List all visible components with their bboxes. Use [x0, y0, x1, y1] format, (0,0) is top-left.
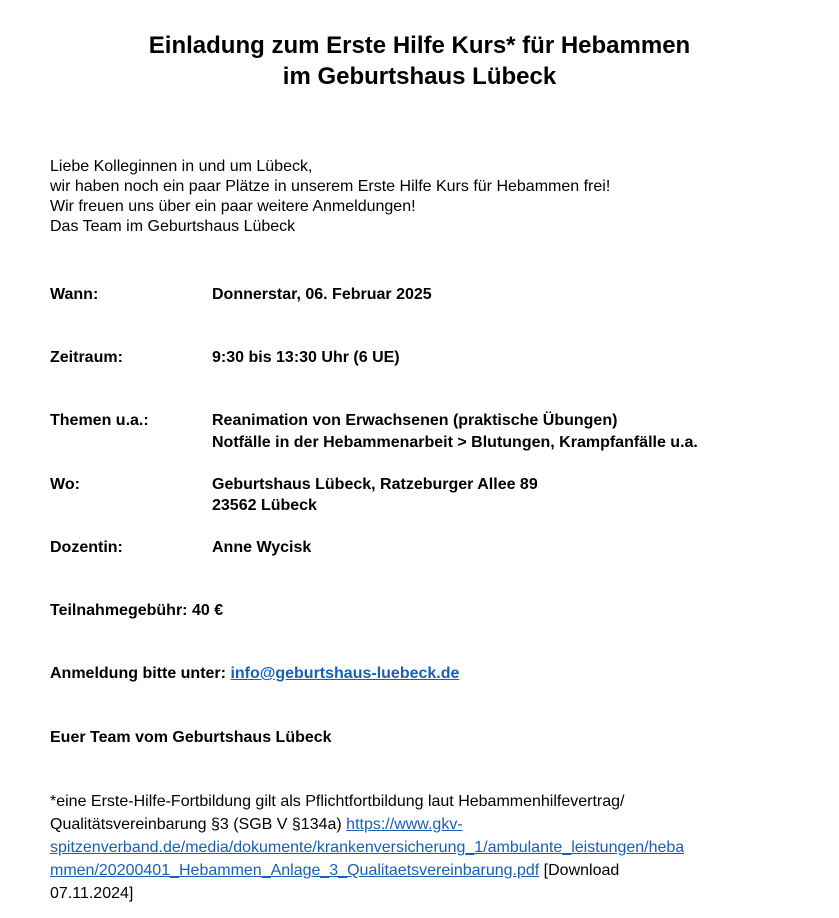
footnote-line-1: *eine Erste-Hilfe-Fortbildung gilt als Pflichtfortbildung laut Hebammenhilfevertrag/: [50, 793, 625, 810]
page-title: [0, 30, 839, 92]
footnote-download-text: [Download: [539, 862, 620, 879]
dozentin-value: Anne Wycisk: [212, 539, 312, 556]
title-line-2: im Geburtshaus Lübeck: [282, 63, 557, 90]
intro-line-2: wir haben noch ein paar Plätze in unserem Erste Hilfe Kurs für Hebammen frei!: [50, 178, 611, 195]
wo-value-2: 23562 Lübeck: [212, 497, 317, 514]
wo-label: Wo:: [50, 476, 80, 493]
zeitraum-value: 9:30 bis 13:30 Uhr (6 UE): [212, 349, 400, 366]
fee-value: 40 €: [191, 602, 224, 619]
themen-value-1: Reanimation von Erwachsenen (praktische Übungen): [212, 412, 618, 429]
footnote-url-link-part-2[interactable]: spitzenverband.de/media/dokumente/krankenversicherung_1/ambulante_leistungen/heba: [50, 839, 685, 856]
footnote: [50, 790, 790, 905]
closing-line: Euer Team vom Geburtshaus Lübeck: [50, 729, 332, 746]
footnote-line-4: [50, 859, 790, 882]
zeitraum-label: Zeitraum:: [50, 349, 123, 366]
fee-line: [50, 600, 223, 621]
dozentin-label: Dozentin:: [50, 539, 123, 556]
footnote-text: Qualitätsvereinbarung §3 (SGB V §134a): [50, 816, 347, 833]
title-line-1: Einladung zum Erste Hilfe Kurs* für Hebammen: [148, 32, 691, 59]
wann-value: Donnerstar, 06. Februar 2025: [212, 286, 432, 303]
themen-value-2: Notfälle in der Hebammenarbeit > Blutungen, Krampfanfälle u.a.: [212, 434, 698, 451]
footnote-line-5: 07.11.2024]: [50, 885, 134, 902]
footnote-line-3: [50, 836, 790, 859]
fee-label: Teilnahmegebühr:: [50, 602, 188, 619]
wo-value-1: Geburtshaus Lübeck, Ratzeburger Allee 89: [212, 476, 538, 493]
registration-label: Anmeldung bitte unter:: [50, 665, 226, 682]
footnote-url-link-part-1[interactable]: https://www.gkv-: [346, 816, 463, 833]
registration-email-link[interactable]: info@geburtshaus-luebeck.de: [230, 665, 460, 682]
footnote-url-link-part-3[interactable]: mmen/20200401_Hebammen_Anlage_3_Qualitaetsvereinbarung.pdf: [50, 862, 540, 879]
intro-line-1: Liebe Kolleginnen in und um Lübeck,: [50, 158, 313, 175]
registration-line: [50, 663, 459, 684]
themen-label: Themen u.a.:: [50, 412, 149, 429]
wann-label: Wann:: [50, 286, 99, 303]
intro-line-4: Das Team im Geburtshaus Lübeck: [50, 218, 296, 235]
footnote-line-2: [50, 813, 790, 836]
intro-paragraph: [50, 157, 610, 237]
intro-line-3: Wir freuen uns über ein paar weitere Anmeldungen!: [50, 198, 416, 215]
